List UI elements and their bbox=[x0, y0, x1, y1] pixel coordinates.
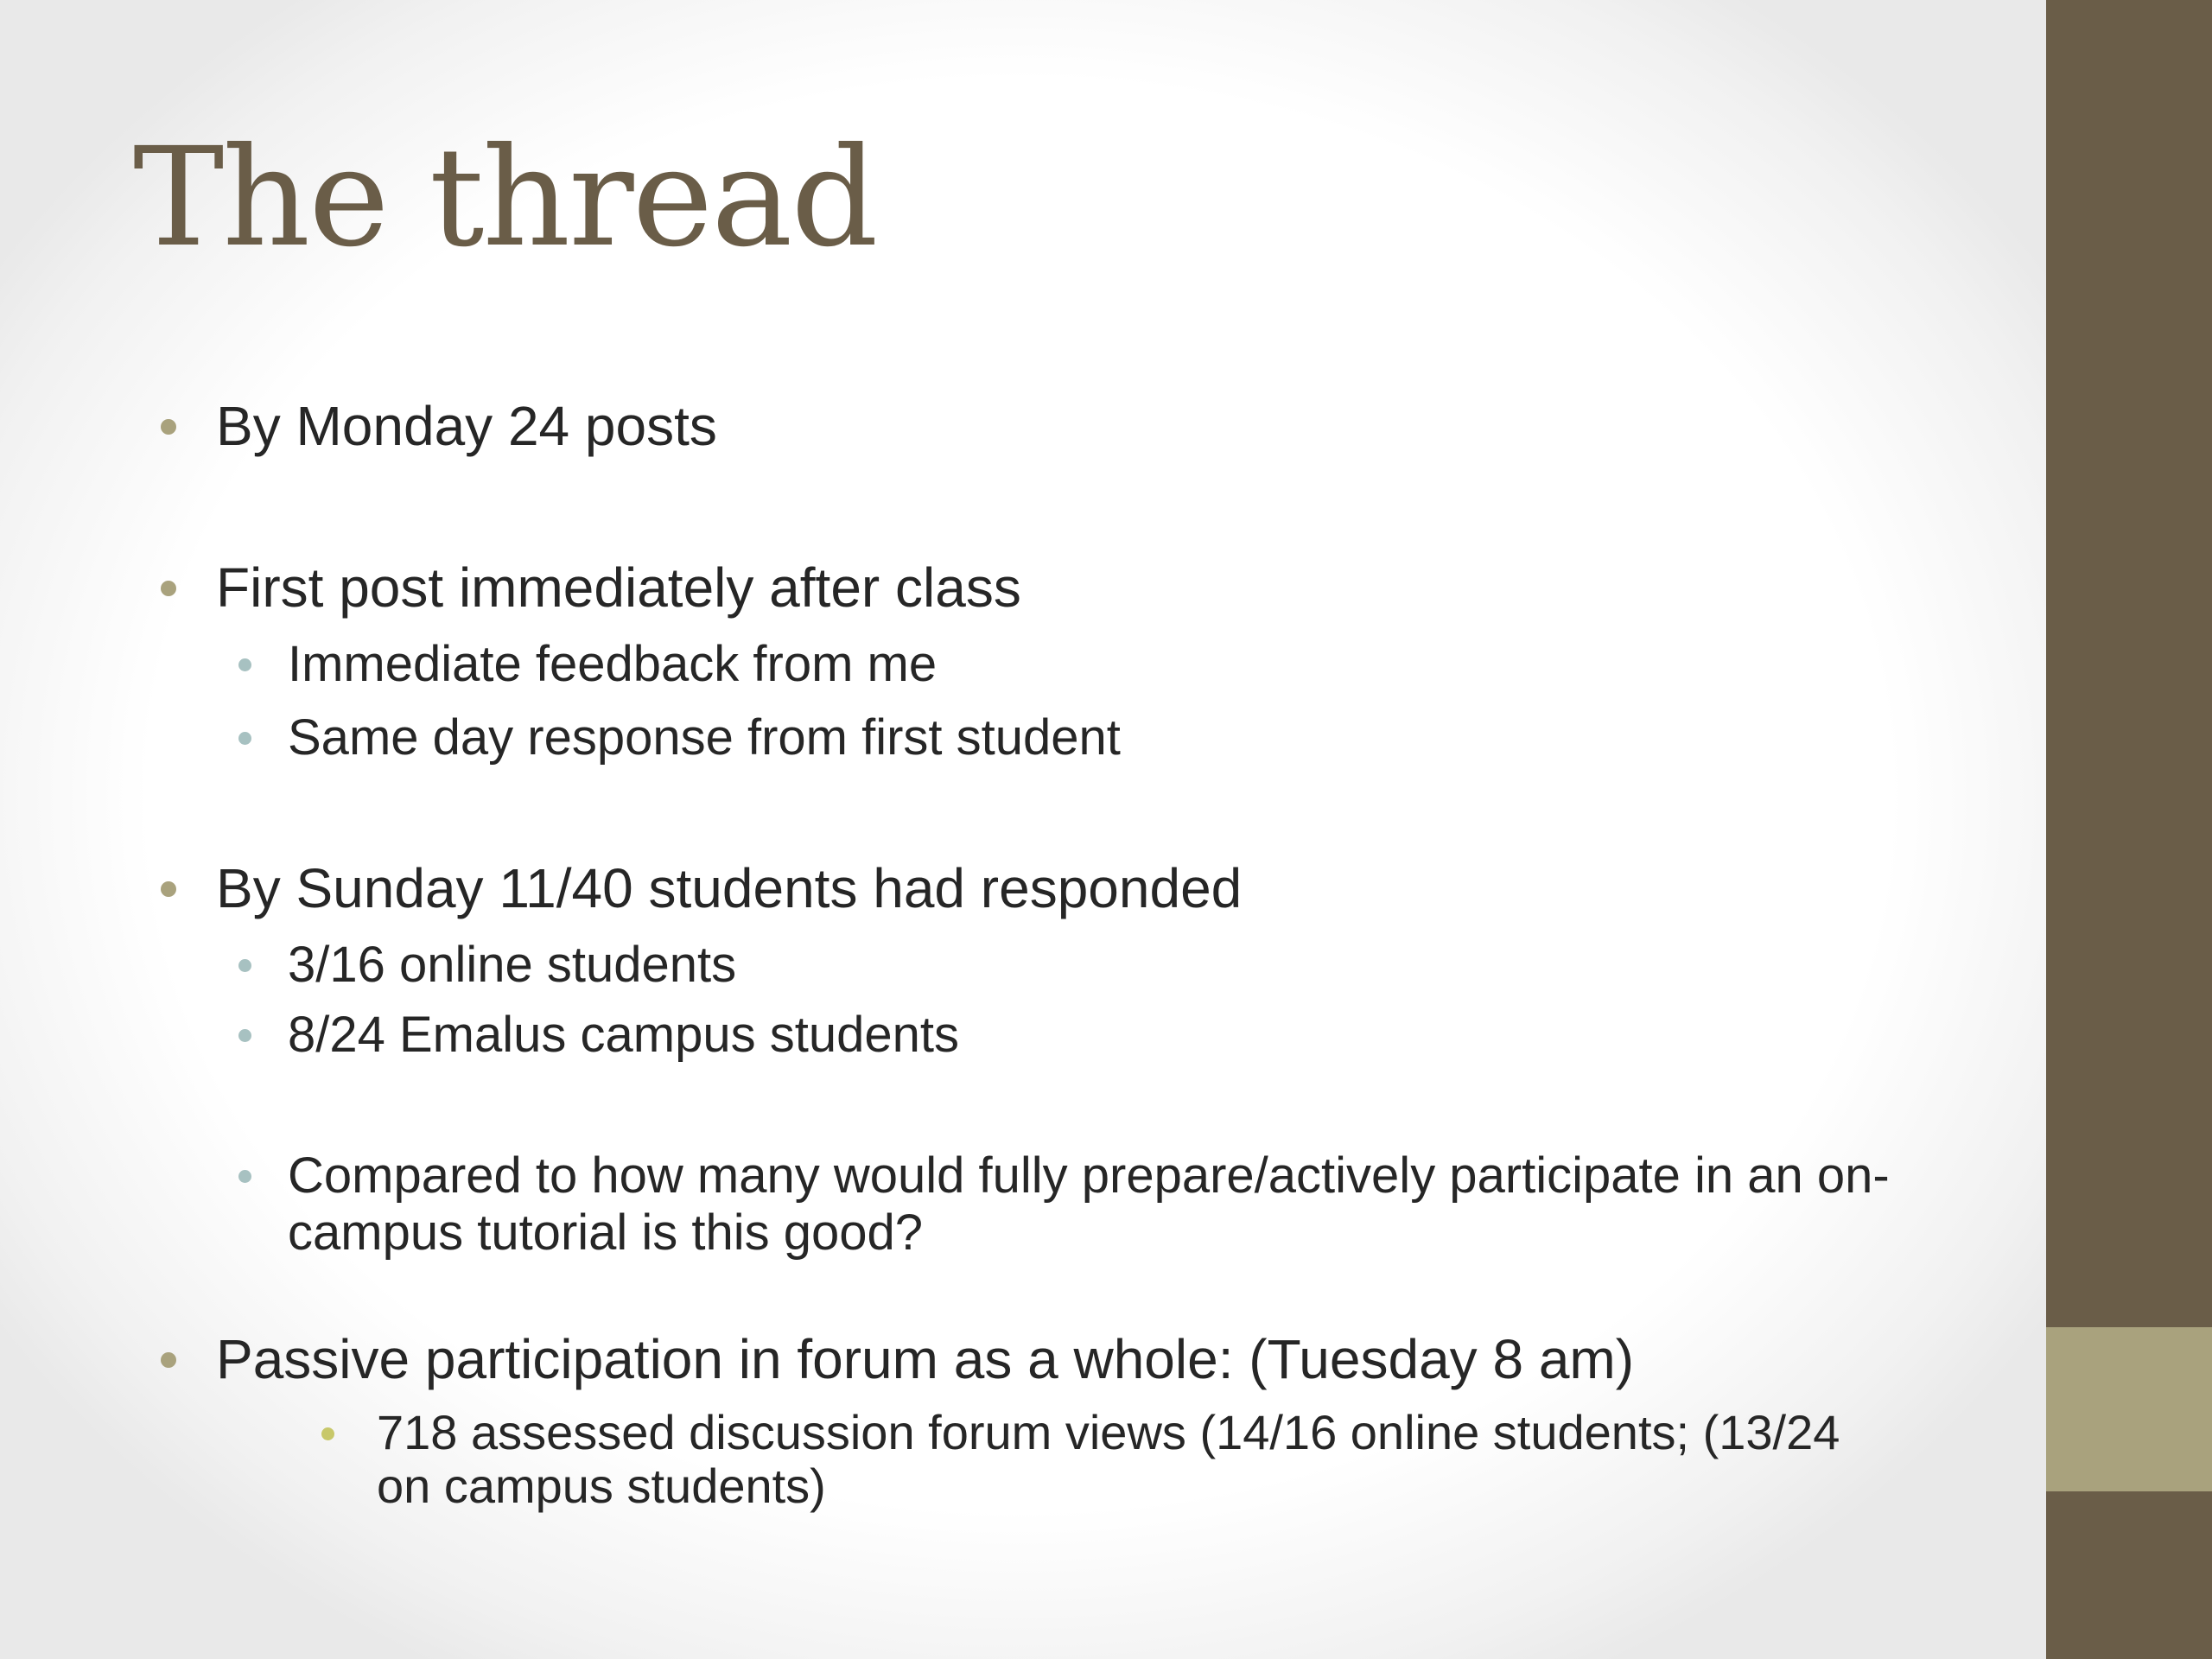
bullet-dot-icon bbox=[238, 732, 251, 745]
bullet-dot-icon bbox=[238, 1170, 251, 1183]
sub-bullet-text: 8/24 Emalus campus students bbox=[288, 1007, 959, 1063]
sub-bullet-text: Same day response from first student bbox=[288, 709, 1121, 766]
bullet-item bbox=[216, 393, 717, 459]
side-decoration-accent bbox=[2046, 1327, 2212, 1491]
bullet-dot-icon bbox=[161, 881, 176, 897]
sub-bullet-text: 3/16 online students bbox=[288, 937, 737, 993]
sub-bullet-item bbox=[288, 937, 736, 994]
bullet-text: Passive participation in forum as a whole: (Tuesday 8 am) bbox=[216, 1328, 1635, 1390]
bullet-text: First post immediately after class bbox=[216, 556, 1021, 619]
bullet-item bbox=[216, 1326, 1634, 1392]
sub-bullet-item bbox=[288, 636, 937, 693]
sub-bullet-item bbox=[377, 1406, 1880, 1513]
bullet-dot-icon bbox=[238, 959, 251, 972]
bullet-text: By Sunday 11/40 students had responded bbox=[216, 857, 1243, 919]
sub-bullet-text: Compared to how many would fully prepare/actively participate in an on-campus tutorial is this good? bbox=[288, 1147, 1890, 1261]
sub-bullet-text: 718 assessed discussion forum views (14/16 online students; (13/24 on campus students) bbox=[377, 1405, 1840, 1513]
sub-bullet-item bbox=[288, 1147, 1947, 1262]
bullet-text: By Monday 24 posts bbox=[216, 395, 717, 457]
bullet-dot-icon bbox=[238, 1029, 251, 1042]
sub-bullet-text: Immediate feedback from me bbox=[288, 636, 938, 692]
sub-bullet-item bbox=[288, 709, 1121, 766]
bullet-dot-icon bbox=[161, 419, 176, 435]
bullet-dot-icon bbox=[238, 658, 251, 671]
bullet-item bbox=[216, 855, 1242, 921]
bullet-dot-icon bbox=[321, 1427, 334, 1440]
bullet-dot-icon bbox=[161, 1352, 176, 1368]
sub-bullet-item bbox=[288, 1007, 959, 1064]
bullet-item bbox=[216, 555, 1021, 620]
slide-title: The thread bbox=[133, 118, 877, 277]
bullet-dot-icon bbox=[161, 581, 176, 596]
